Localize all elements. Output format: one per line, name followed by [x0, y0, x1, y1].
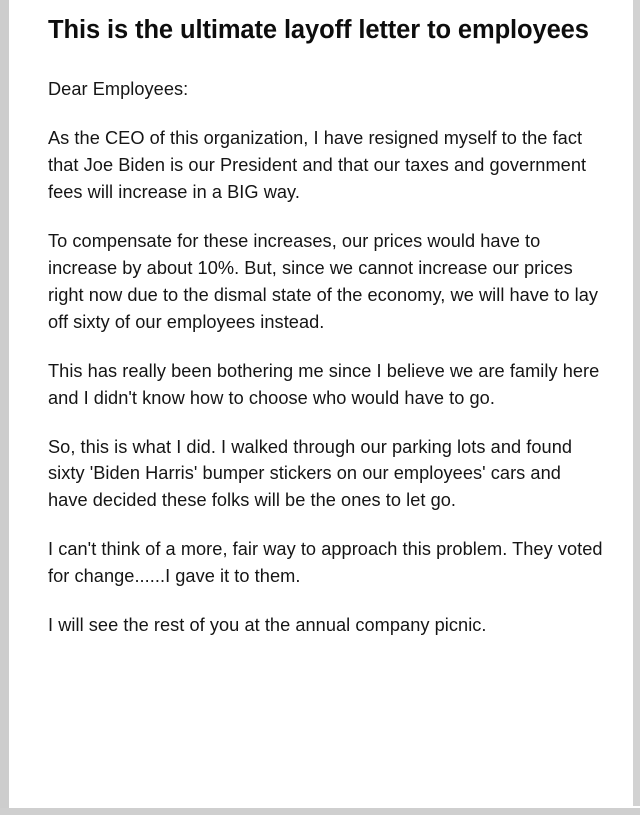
paragraph-6: I will see the rest of you at the annual company picnic. [48, 615, 487, 636]
paragraph-1: As the CEO of this organization, I have resigned myself to the fact that Joe Biden is our President and that our taxes and government fees will increase in a BIG way. [48, 128, 587, 202]
page-bottom-margin [0, 808, 640, 815]
document-title: This is the ultimate layoff letter to employees [48, 16, 589, 44]
paragraph-5: I can't think of a more, fair way to approach this problem. They voted for change......I gave it to them. [48, 539, 603, 587]
page-left-margin [0, 0, 9, 815]
page-right-margin [633, 0, 640, 806]
paragraph-4: So, this is what I did. I walked through our parking lots and found sixty 'Biden Harris' bumper stickers on our employees' cars and have decided these folks will be the ones to let go. [48, 436, 573, 511]
paragraph-2: To compensate for these increases, our prices would have to increase by about 10%. But, since we cannot increase our prices right now due to the dismal state of the economy, we will have to lay off sixty of our employees instead. [48, 230, 599, 332]
paragraph-salutation: Dear Employees: [48, 79, 189, 100]
document-body [9, 0, 633, 808]
paragraph-3: This has really been bothering me since I believe we are family here and I didn't know how to choose who would have to go. [48, 360, 600, 408]
